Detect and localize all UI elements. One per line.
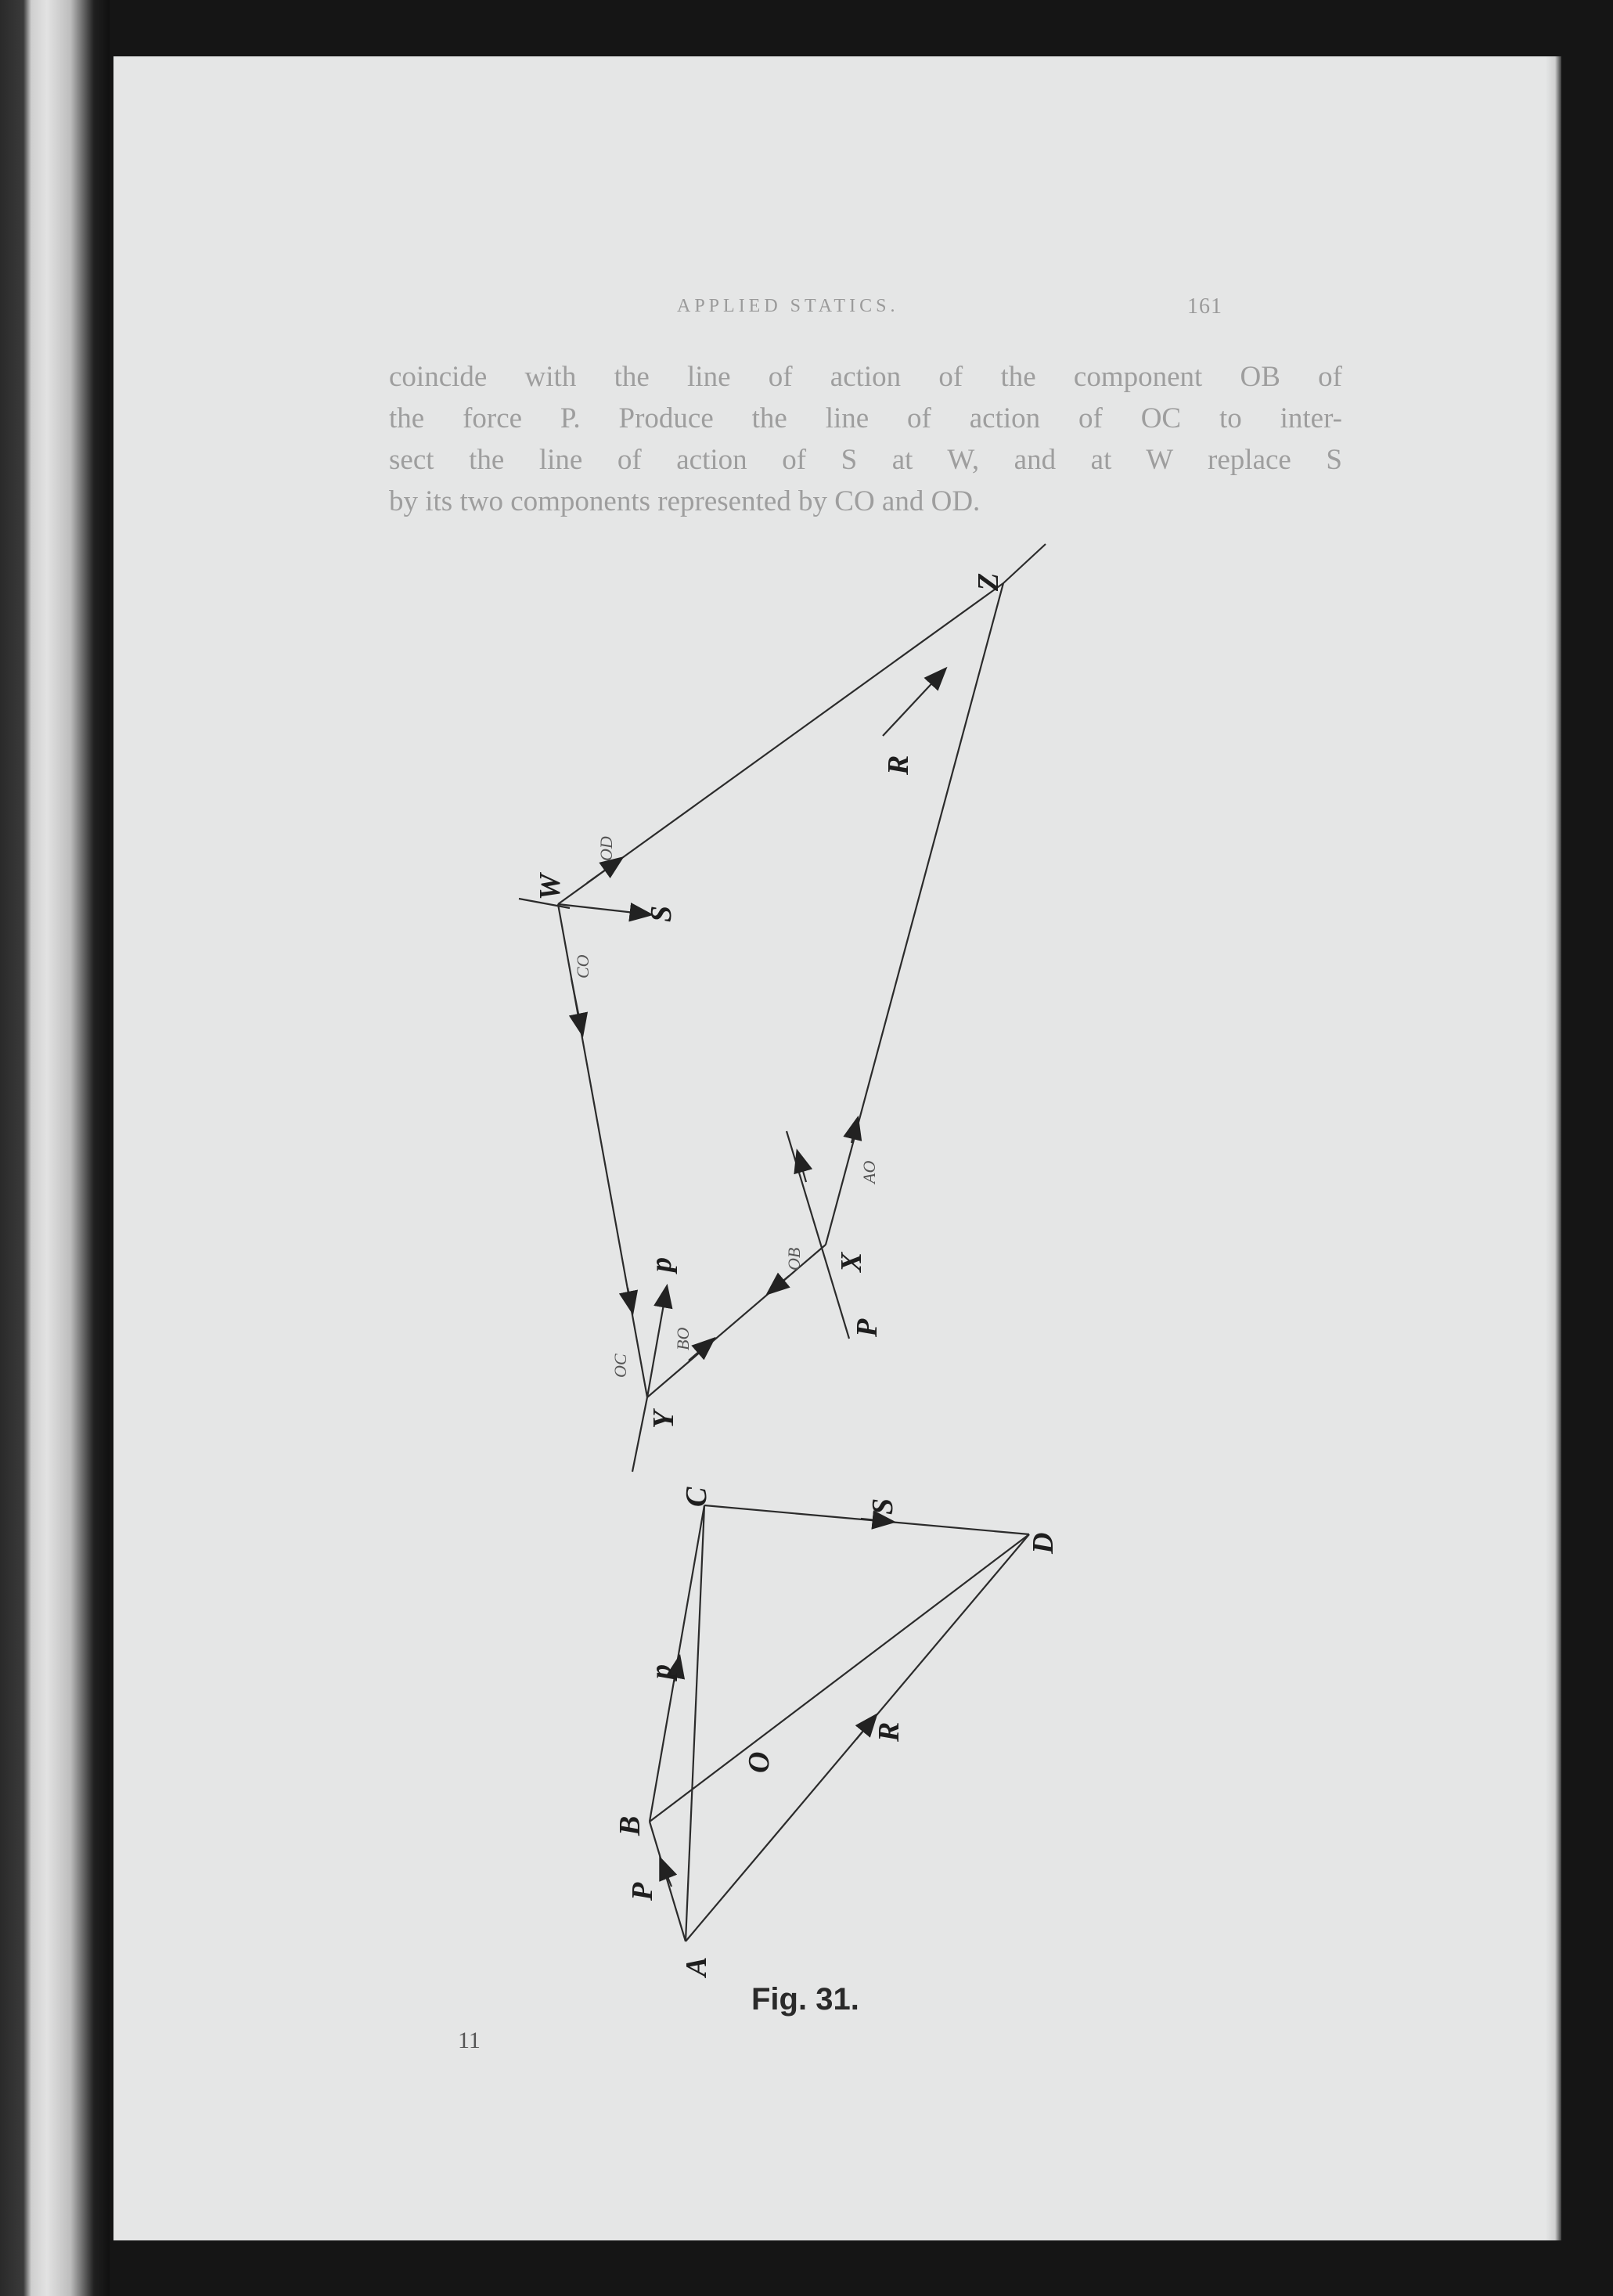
label-p: p — [645, 1257, 678, 1272]
figure-caption: Fig. 31. — [751, 1982, 859, 2017]
label-CO: CO — [573, 954, 592, 979]
edge-A-B — [650, 1822, 686, 1941]
label-A: A — [680, 1956, 713, 1977]
label-BO: BO — [673, 1327, 693, 1350]
line-W-Y — [558, 904, 647, 1397]
line-Z-X — [826, 583, 1003, 1245]
label-OD: OD — [596, 836, 616, 861]
signature-mark: 11 — [458, 2027, 481, 2053]
arrow-R-poly — [856, 1722, 870, 1739]
line-Z-extension — [1003, 544, 1046, 583]
line-P-action — [787, 1131, 849, 1339]
arrow-OB — [775, 1276, 789, 1288]
arrow-p — [647, 1296, 665, 1397]
label-O: O — [743, 1751, 776, 1773]
edge-B-C — [650, 1505, 704, 1822]
label-Z: Z — [972, 572, 1005, 591]
label-OC: OC — [610, 1353, 630, 1378]
label-B: B — [614, 1815, 646, 1836]
line-W-Z — [558, 583, 1003, 904]
label-D: D — [1027, 1532, 1060, 1554]
label-Y: Y — [647, 1410, 680, 1429]
label-C: C — [680, 1487, 713, 1507]
arrow-OD — [587, 863, 614, 883]
running-title: APPLIED STATICS. — [677, 296, 899, 316]
edge-A-C — [686, 1505, 704, 1941]
paragraph-line: by its two components represented by CO and OD. — [389, 485, 981, 517]
edge-B-D — [650, 1534, 1029, 1822]
label-OB: OB — [784, 1247, 804, 1271]
label-S-poly: S — [866, 1498, 899, 1515]
label-P-poly: P — [626, 1882, 659, 1901]
page-number: 161 — [1187, 294, 1222, 319]
label-W: W — [534, 874, 567, 900]
paragraph-line: coincide with the line of action of the component OB of — [389, 361, 1342, 393]
paragraph-line: the force P. Produce the line of action of OC to inter- — [389, 402, 1342, 434]
arrow-S — [558, 904, 642, 914]
label-R: R — [882, 755, 915, 775]
arrow-R — [883, 676, 939, 736]
label-S: S — [645, 905, 678, 922]
arrow-S-poly — [861, 1519, 884, 1521]
arrow-CO — [571, 979, 581, 1025]
label-p-poly: p — [645, 1664, 678, 1679]
paragraph-line: sect the line of action of S at W, and at W replace S — [389, 444, 1342, 476]
label-P: P — [851, 1318, 884, 1337]
label-R-poly: R — [873, 1721, 906, 1742]
label-X: X — [835, 1252, 868, 1272]
line-Y-extension — [632, 1397, 647, 1472]
label-AO: AO — [859, 1160, 879, 1184]
